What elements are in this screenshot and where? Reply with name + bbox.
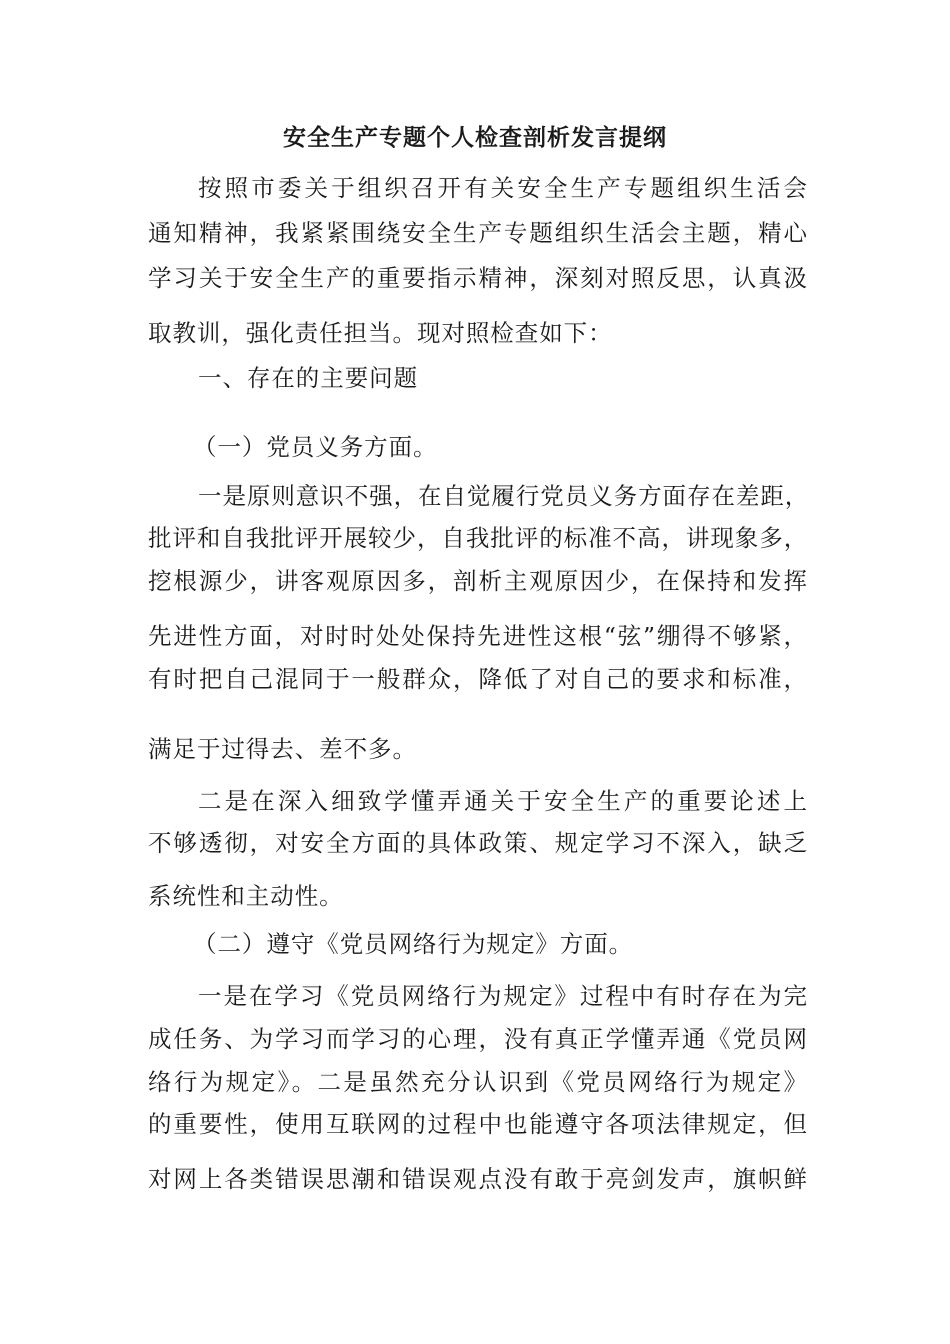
subsection-heading: （二）遵守《党员网络行为规定》方面。 [193,930,634,958]
subsection-heading: （一）党员义务方面。 [193,433,438,461]
document-title: 安全生产专题个人检查剖析发言提纲 [283,124,667,151]
paragraph-line: 取教训，强化责任担当。现对照检查如下： [148,319,613,347]
paragraph-line: 成任务、为学习而学习的心理，没有真正学懂弄通《党员网 [148,1025,808,1053]
paragraph-line: 一是原则意识不强，在自觉履行党员义务方面存在差距， [198,482,810,510]
paragraph-line: 不够透彻，对安全方面的具体政策、规定学习不深入，缺乏 [148,829,808,857]
paragraph-line: 一是在学习《党员网络行为规定》过程中有时存在为完 [198,982,808,1010]
paragraph-line: 按照市委关于组织召开有关安全生产专题组织生活会 [198,174,808,202]
paragraph-line: 批评和自我批评开展较少，自我批评的标准不高，讲现象多， [148,524,809,552]
paragraph-line: 先进性方面，对时时处处保持先进性这根“弦”绷得不够紧， [148,622,808,650]
paragraph-line: 有时把自己混同于一般群众，降低了对自己的要求和标准， [148,665,808,693]
paragraph-line: 对网上各类错误思潮和错误观点没有敢于亮剑发声，旗帜鲜 [148,1165,808,1193]
paragraph-line: 的重要性，使用互联网的过程中也能遵守各项法律规定，但 [148,1110,808,1138]
paragraph-line: 学习关于安全生产的重要指示精神，深刻对照反思，认真汲 [148,264,808,292]
paragraph-line: 通知精神，我紧紧围绕安全生产专题组织生活会主题，精心 [148,219,808,247]
section-heading: 一、存在的主要问题 [198,364,419,392]
paragraph-line: 二是在深入细致学懂弄通关于安全生产的重要论述上 [198,787,808,815]
paragraph-line: 挖根源少，讲客观原因多，剖析主观原因少，在保持和发挥 [148,567,808,595]
paragraph-line: 络行为规定》。二是虽然充分认识到《党员网络行为规定》 [148,1068,808,1096]
paragraph-line: 满足于过得去、差不多。 [148,735,417,763]
paragraph-line: 系统性和主动性。 [148,882,344,910]
